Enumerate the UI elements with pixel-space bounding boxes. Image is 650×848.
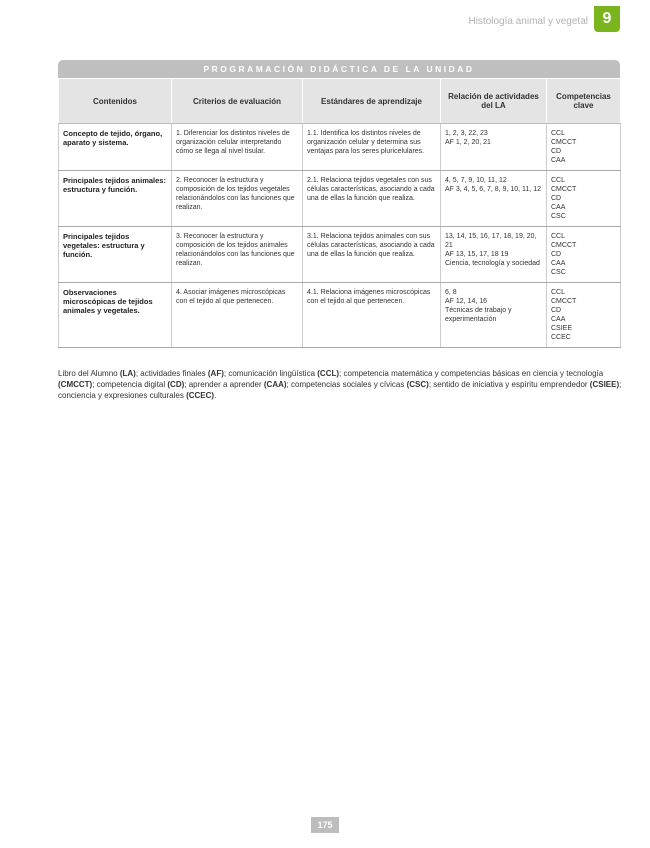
actividades-line: 13, 14, 15, 16, 17, 18, 19, 20, 21	[445, 233, 537, 249]
competencia-item: CAA	[551, 157, 566, 164]
competencia-item: CAA	[551, 316, 566, 323]
contenido-cell: Principales tejidos vegetales: estructura y función.	[59, 227, 172, 283]
actividades-line: Técnicas de trabajo y experimentación	[445, 307, 512, 323]
contenido-cell: Principales tejidos animales: estructura y función.	[59, 171, 172, 227]
competencia-item: CCL	[551, 289, 566, 296]
competencia-item: CAA	[551, 204, 566, 211]
footnote-text: ; conciencia y expresiones culturales	[58, 380, 622, 400]
footnote-abbrev: (AF)	[207, 369, 224, 378]
footnote-abbrev: (CSC)	[406, 380, 429, 389]
table-title: PROGRAMACIÓN DIDÁCTICA DE LA UNIDAD	[58, 60, 620, 78]
competencia-item: CCL	[551, 233, 566, 240]
footnote-text: ; competencias sociales y cívicas	[286, 380, 407, 389]
footnote-text: ; aprender a aprender	[184, 380, 264, 389]
table-row	[59, 124, 621, 171]
footnote-abbrev: (CAA)	[263, 380, 287, 389]
table-row	[59, 227, 621, 283]
footnote-text: Libro del Alumno	[58, 369, 120, 378]
header-contenidos: Contenidos	[59, 79, 172, 124]
competencia-item: CSC	[551, 213, 566, 220]
actividades-cell	[441, 227, 547, 283]
estandar-cell: 3.1. Relaciona tejidos animales con sus células características, asociando a cada una de ellas la función que realiza.	[303, 227, 441, 283]
actividades-cell	[441, 283, 547, 348]
competencia-item: CAA	[551, 260, 566, 267]
actividades-cell	[441, 171, 547, 227]
competencia-item: CCL	[551, 177, 566, 184]
competencia-item: CMCCT	[551, 139, 577, 146]
header-competencias: Competencias clave	[547, 79, 621, 124]
competencia-item: CMCCT	[551, 186, 577, 193]
actividades-line: AF 13, 15, 17, 18 19	[445, 251, 509, 258]
actividades-line: AF 1, 2, 20, 21	[445, 139, 491, 146]
header-estandares: Estándares de aprendizaje	[303, 79, 441, 124]
criterio-cell: 1. Diferenciar los distintos niveles de organización celular interpretando cómo se llega al nivel tisular.	[172, 124, 303, 171]
actividades-line: AF 12, 14, 16	[445, 298, 488, 305]
table-row	[59, 171, 621, 227]
footnote-text: ; comunicación lingüística	[223, 369, 318, 378]
competencia-item: CD	[551, 148, 562, 155]
competencias-cell	[547, 283, 621, 348]
contenido-cell: Concepto de tejido, órgano, aparato y sistema.	[59, 124, 172, 171]
footnote-abbrev: (CCL)	[317, 369, 340, 378]
book-title: Histología animal y vegetal	[468, 16, 588, 27]
actividades-line: Ciencia, tecnología y sociedad	[445, 260, 540, 267]
footnote-abbrev: (CSIEE)	[589, 380, 620, 389]
estandar-cell: 1.1. Identifica los distintos niveles de organización celular y determina sus ventajas para los seres pluricelulares.	[303, 124, 441, 171]
footnote-text: ; sentido de iniciativa y espíritu emprendedor	[428, 380, 590, 389]
chapter-badge: 9	[594, 6, 620, 32]
programacion-table	[58, 60, 620, 348]
criterio-cell: 4. Asociar imágenes microscópicas con el tejido al que pertenecen.	[172, 283, 303, 348]
criterio-cell: 3. Reconocer la estructura y composición de los tejidos animales relacionándolos con las funciones que realizan.	[172, 227, 303, 283]
header-criterios: Criterios de evaluación	[172, 79, 303, 124]
competencia-item: CD	[551, 195, 562, 202]
estandar-cell: 4.1. Relaciona imágenes microscópicas con el tejido al que pertenecen.	[303, 283, 441, 348]
actividades-line: 6, 8	[445, 289, 457, 296]
competencias-cell	[547, 124, 621, 171]
footnote-legend	[58, 368, 622, 401]
page-number: 175	[311, 817, 339, 833]
footnote-abbrev: (CMCCT)	[58, 380, 93, 389]
actividades-line: AF 3, 4, 5, 6, 7, 8, 9, 10, 11, 12	[445, 186, 541, 193]
programacion-grid	[58, 78, 621, 348]
competencia-item: CMCCT	[551, 298, 577, 305]
competencia-item: CCEC	[551, 334, 571, 341]
estandar-cell: 2.1. Relaciona tejidos vegetales con sus células características, asociando a cada una de ellas la función que realiza.	[303, 171, 441, 227]
criterio-cell: 2. Reconocer la estructura y composición de los tejidos vegetales relacionándolos con las funciones que realizan.	[172, 171, 303, 227]
competencia-item: CSC	[551, 269, 566, 276]
footnote-text: ; actividades finales	[135, 369, 208, 378]
footnote-text: ; competencia digital	[92, 380, 168, 389]
table-row	[59, 283, 621, 348]
contenido-cell: Observaciones microscópicas de tejidos animales y vegetales.	[59, 283, 172, 348]
table-header-row	[59, 79, 621, 124]
footnote-abbrev: (LA)	[119, 369, 136, 378]
header-actividades: Relación de actividades del LA	[441, 79, 547, 124]
footnote-abbrev: (CD)	[167, 380, 185, 389]
actividades-line: 1, 2, 3, 22, 23	[445, 130, 488, 137]
footnote-text: ; competencia matemática y competencias básicas en ciencia y tecnología	[339, 369, 604, 378]
competencias-cell	[547, 171, 621, 227]
competencias-cell	[547, 227, 621, 283]
footnote-text: .	[214, 391, 217, 400]
competencia-item: CMCCT	[551, 242, 577, 249]
competencia-item: CCL	[551, 130, 566, 137]
competencia-item: CD	[551, 307, 562, 314]
actividades-cell	[441, 124, 547, 171]
competencia-item: CSIEE	[551, 325, 573, 332]
competencia-item: CD	[551, 251, 562, 258]
actividades-line: 4, 5, 7, 9, 10, 11, 12	[445, 177, 507, 184]
footnote-abbrev: (CCEC)	[186, 391, 215, 400]
